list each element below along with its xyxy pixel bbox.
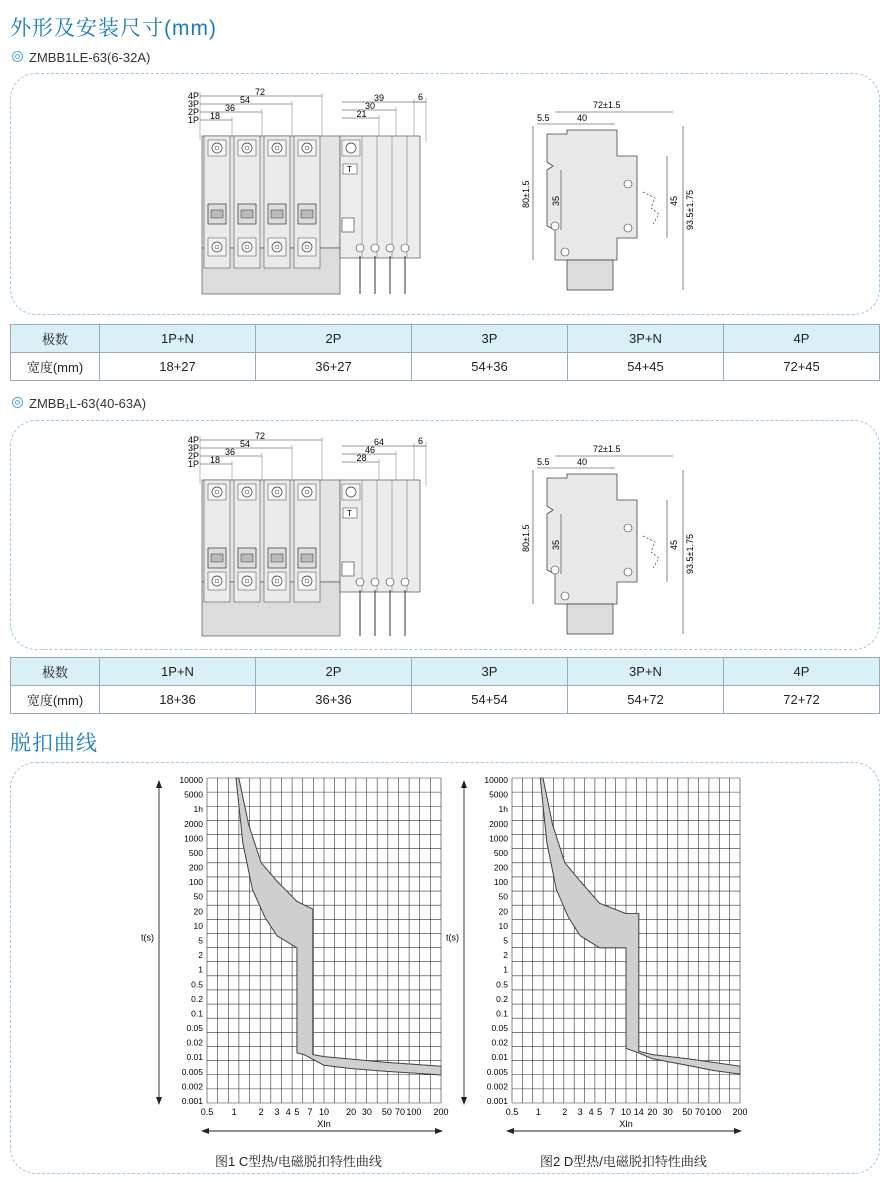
terminal-screw <box>272 143 282 153</box>
dimension-panel-2 <box>10 420 880 650</box>
terminal-screw <box>356 578 364 586</box>
pole-width-label: 18 <box>210 455 221 465</box>
x-tick-label: 3 <box>577 1107 583 1117</box>
x-tick-label: 30 <box>361 1107 372 1117</box>
screw <box>561 592 569 600</box>
y-tick-label: 100 <box>493 877 508 888</box>
terminal-screw <box>302 576 312 586</box>
right-width-label: 6 <box>418 436 424 446</box>
y-tick-label: 1 <box>198 964 203 975</box>
table-cell: 宽度(mm) <box>11 686 100 714</box>
y-tick-label: 200 <box>188 862 203 873</box>
y-tick-label: 1000 <box>184 833 203 844</box>
pole-label: 2P <box>188 107 200 117</box>
x-tick-label: 20 <box>647 1107 658 1117</box>
terminal-screw <box>242 242 252 252</box>
arrow-head-icon <box>201 1128 209 1134</box>
x-tick-label: 0.5 <box>505 1107 519 1117</box>
side-body <box>547 474 637 604</box>
bullet-circle-icon <box>12 397 23 408</box>
table-header-cell: 3P+N <box>568 658 724 686</box>
y-tick-label: 2 <box>198 950 203 961</box>
pole-width-label: 72 <box>255 431 266 441</box>
rcd-width-label: 21 <box>356 109 367 119</box>
terminal-screw <box>386 578 394 586</box>
table-cell: 36+27 <box>256 353 412 381</box>
terminal-screw <box>272 576 282 586</box>
dim-label: 93.5±1.75 <box>685 534 695 574</box>
pole-width-label: 54 <box>240 439 251 449</box>
terminal-screw <box>346 487 356 497</box>
pole-label: 4P <box>188 91 200 101</box>
y-tick-label: 0.002 <box>181 1081 203 1092</box>
x-tick-label: 3 <box>274 1107 280 1117</box>
x-tick-label: 10 <box>620 1107 632 1117</box>
toggle-handle <box>301 210 313 218</box>
terminal-screw <box>242 576 252 586</box>
terminal-screw <box>242 487 252 497</box>
y-tick-label: 0.1 <box>191 1008 203 1019</box>
y-tick-label: 10 <box>193 920 203 931</box>
y-tick-label: 500 <box>493 847 508 858</box>
pole-width-label: 36 <box>225 447 236 457</box>
y-tick-label: 2000 <box>489 818 508 829</box>
table-row <box>11 353 880 381</box>
rcd-width-label: 46 <box>365 445 376 455</box>
dim-label: 45 <box>669 195 679 206</box>
x-tick-label: 1 <box>231 1107 237 1117</box>
terminal-screw <box>242 143 252 153</box>
y-tick-label: 2 <box>503 950 508 961</box>
y-tick-label: 20 <box>498 906 508 917</box>
y-tick-label: 1h <box>193 804 203 815</box>
din-clip <box>567 260 613 290</box>
dim-label: 80±1.5 <box>521 180 531 208</box>
x-tick-label: 2 <box>562 1107 568 1117</box>
terminal-screw <box>346 143 356 153</box>
pole-width-label: 36 <box>225 103 236 113</box>
pole-width-label: 72 <box>255 87 266 97</box>
dimension-panel-1 <box>10 73 880 315</box>
table-cell: 宽度(mm) <box>11 353 100 381</box>
test-button-label: T <box>347 509 352 518</box>
table-header-cell: 3P <box>412 658 568 686</box>
x-tick-label: 30 <box>662 1107 673 1117</box>
chart-caption-c: 图1 C型热/电磁脱扣特性曲线 <box>215 1154 382 1169</box>
x-tick-label: 200 <box>433 1107 449 1117</box>
side-view-drawing-1 <box>515 96 695 296</box>
series-line-lower <box>540 778 740 1074</box>
dim-label: 72±1.5 <box>593 100 621 110</box>
pole-label: 1P <box>188 459 200 469</box>
x-tick-label: 20 <box>346 1107 357 1117</box>
y-tick-label: 5 <box>503 935 508 946</box>
table-header-cell: 4P <box>724 325 880 353</box>
arrow-head-icon <box>734 1128 742 1134</box>
y-tick-label: 0.005 <box>486 1066 508 1077</box>
screw <box>624 180 632 188</box>
trip-curve-chart-c <box>135 768 450 1148</box>
side-view-drawing-2 <box>515 440 695 640</box>
dim-label: 5.5 <box>537 457 550 467</box>
terminal-screw <box>386 244 394 252</box>
y-tick-label: 0.005 <box>181 1066 203 1077</box>
y-tick-label: 0.2 <box>191 993 203 1004</box>
table-cell: 72+72 <box>724 686 880 714</box>
dim-label: 35 <box>551 195 561 206</box>
x-tick-label: 50 <box>682 1107 693 1117</box>
terminal-screw <box>371 244 379 252</box>
y-axis-label: t(s) <box>141 932 154 943</box>
terminal-screw <box>212 576 222 586</box>
terminal-screw <box>302 143 312 153</box>
table-cell: 54+72 <box>568 686 724 714</box>
x-tick-label: 5 <box>294 1107 300 1117</box>
toggle-handle <box>271 554 283 562</box>
page-title: 外形及安装尺寸(mm) <box>10 17 217 40</box>
table-header-cell: 2P <box>256 658 412 686</box>
y-tick-label: 200 <box>493 862 508 873</box>
y-tick-label: 0.05 <box>186 1023 203 1034</box>
series-line-lower <box>236 778 441 1075</box>
table-header-cell: 极数 <box>11 325 100 353</box>
y-tick-label: 50 <box>193 891 203 902</box>
table-header-cell: 1P+N <box>100 325 256 353</box>
dim-label: 80±1.5 <box>521 524 531 552</box>
table-header-row <box>11 325 880 353</box>
pole-label: 3P <box>188 99 200 109</box>
trip-band <box>540 778 740 1074</box>
handle-arc <box>643 192 659 224</box>
terminal-screw <box>212 143 222 153</box>
table-cell: 18+27 <box>100 353 256 381</box>
x-tick-label: 4 <box>285 1107 291 1117</box>
toggle-handle <box>241 554 253 562</box>
handle-arc <box>643 536 659 568</box>
x-tick-label: 50 <box>381 1107 392 1117</box>
terminal-screw <box>212 487 222 497</box>
y-tick-label: 50 <box>498 891 508 902</box>
y-tick-label: 5000 <box>489 789 508 800</box>
bullet-circle-icon <box>12 51 23 62</box>
x-tick-label: 5 <box>597 1107 603 1117</box>
din-clip <box>567 604 613 634</box>
x-axis-label: XIn <box>619 1119 633 1129</box>
y-tick-label: 10000 <box>179 775 203 785</box>
y-tick-label: 0.02 <box>491 1037 508 1048</box>
screw <box>551 566 559 574</box>
y-tick-label: 1h <box>498 804 508 815</box>
y-tick-label: 10000 <box>484 775 508 785</box>
y-tick-label: 0.5 <box>191 979 203 990</box>
indicator-window <box>342 562 354 576</box>
terminal-screw <box>272 242 282 252</box>
y-tick-label: 0.01 <box>491 1052 508 1063</box>
y-tick-label: 0.5 <box>496 979 508 990</box>
table-cell: 54+36 <box>412 353 568 381</box>
table-header-cell: 1P+N <box>100 658 256 686</box>
model-label-1: ZMBB1LE-63(6-32A) <box>12 50 150 65</box>
pole-width-label: 18 <box>210 111 221 121</box>
x-tick-label: 10 <box>318 1107 330 1117</box>
table-row <box>11 686 880 714</box>
x-tick-label: 200 <box>732 1107 748 1117</box>
x-tick-label: 1 <box>535 1107 541 1117</box>
arrow-head-icon <box>461 1097 467 1105</box>
table-cell: 18+36 <box>100 686 256 714</box>
y-tick-label: 20 <box>193 906 203 917</box>
width-table-2 <box>10 657 880 714</box>
y-tick-label: 500 <box>188 847 203 858</box>
arrow-head-icon <box>156 1097 162 1105</box>
table-cell: 54+54 <box>412 686 568 714</box>
table-header-cell: 3P+N <box>568 325 724 353</box>
x-tick-label: 7 <box>307 1107 313 1117</box>
width-table-1 <box>10 324 880 381</box>
y-tick-label: 0.002 <box>486 1081 508 1092</box>
chart-caption-d: 图2 D型热/电磁脱扣特性曲线 <box>540 1154 707 1169</box>
arrow-head-icon <box>435 1128 443 1134</box>
terminal-screw <box>212 242 222 252</box>
dim-label: 45 <box>669 539 679 550</box>
screw <box>624 568 632 576</box>
y-tick-label: 2000 <box>184 818 203 829</box>
model-label-2: ZMBB₁L-63(40-63A) <box>12 396 146 411</box>
toggle-handle <box>211 554 223 562</box>
dim-label: 5.5 <box>537 113 550 123</box>
dim-label: 72±1.5 <box>593 444 621 454</box>
y-tick-label: 0.02 <box>186 1037 203 1048</box>
y-tick-label: 0.001 <box>181 1096 203 1106</box>
toggle-handle <box>271 210 283 218</box>
y-tick-label: 1000 <box>489 833 508 844</box>
toggle-handle <box>241 210 253 218</box>
table-cell: 54+45 <box>568 353 724 381</box>
rcd-width-label: 30 <box>365 101 376 111</box>
terminal-screw <box>302 487 312 497</box>
pole-label: 3P <box>188 443 200 453</box>
front-view-drawing-1 <box>180 87 424 300</box>
pole-label: 4P <box>188 435 200 445</box>
dim-label: 40 <box>577 113 588 123</box>
table-cell: 36+36 <box>256 686 412 714</box>
y-tick-label: 5000 <box>184 789 203 800</box>
section-title-trip-curves: 脱扣曲线 <box>10 732 98 755</box>
terminal-screw <box>371 578 379 586</box>
rcd-width-label: 28 <box>356 453 367 463</box>
x-axis-label: XIn <box>317 1119 331 1129</box>
terminal-screw <box>401 244 409 252</box>
table-header-cell: 极数 <box>11 658 100 686</box>
terminal-screw <box>302 242 312 252</box>
x-tick-label: 4 <box>588 1107 594 1117</box>
screw <box>561 248 569 256</box>
y-axis-label: t(s) <box>446 932 459 943</box>
y-tick-label: 0.1 <box>496 1008 508 1019</box>
y-tick-label: 0.001 <box>486 1096 508 1106</box>
dim-label: 93.5±1.75 <box>685 190 695 230</box>
y-tick-label: 10 <box>498 920 508 931</box>
x-tick-label: 70 <box>695 1107 706 1117</box>
y-tick-label: 0.2 <box>496 993 508 1004</box>
dim-label: 35 <box>551 539 561 550</box>
screw <box>624 224 632 232</box>
rcd-width-label: 64 <box>374 437 385 447</box>
x-tick-label: 100 <box>706 1107 722 1117</box>
screw <box>624 524 632 532</box>
toggle-handle <box>301 554 313 562</box>
dim-label: 40 <box>577 457 588 467</box>
side-body <box>547 130 637 260</box>
y-tick-label: 5 <box>198 935 203 946</box>
y-tick-label: 0.05 <box>491 1023 508 1034</box>
x-tick-label: 14 <box>633 1107 644 1117</box>
x-tick-label: 70 <box>394 1107 406 1117</box>
x-tick-label: 0.5 <box>200 1107 214 1117</box>
pole-width-label: 54 <box>240 95 251 105</box>
y-tick-label: 0.01 <box>186 1052 203 1063</box>
arrow-head-icon <box>156 780 162 788</box>
table-header-cell: 4P <box>724 658 880 686</box>
right-width-label: 6 <box>418 92 424 102</box>
table-header-cell: 3P <box>412 325 568 353</box>
y-tick-label: 100 <box>188 877 203 888</box>
x-tick-label: 100 <box>406 1107 422 1117</box>
pole-label: 2P <box>188 451 200 461</box>
indicator-window <box>342 218 354 232</box>
terminal-screw <box>401 578 409 586</box>
test-button-label: T <box>347 165 352 174</box>
front-view-drawing-2 <box>180 431 424 642</box>
table-cell: 72+45 <box>724 353 880 381</box>
rcd-width-label: 39 <box>374 93 385 103</box>
screw <box>551 222 559 230</box>
trip-band <box>236 778 441 1075</box>
y-tick-label: 1 <box>503 964 508 975</box>
x-tick-label: 7 <box>609 1107 615 1117</box>
table-header-cell: 2P <box>256 325 412 353</box>
trip-curve-chart-d <box>446 768 760 1148</box>
terminal-screw <box>272 487 282 497</box>
arrow-head-icon <box>506 1128 514 1134</box>
toggle-handle <box>211 210 223 218</box>
table-header-row <box>11 658 880 686</box>
arrow-head-icon <box>461 780 467 788</box>
pole-label: 1P <box>188 115 200 125</box>
x-tick-label: 2 <box>258 1107 264 1117</box>
terminal-screw <box>356 244 364 252</box>
